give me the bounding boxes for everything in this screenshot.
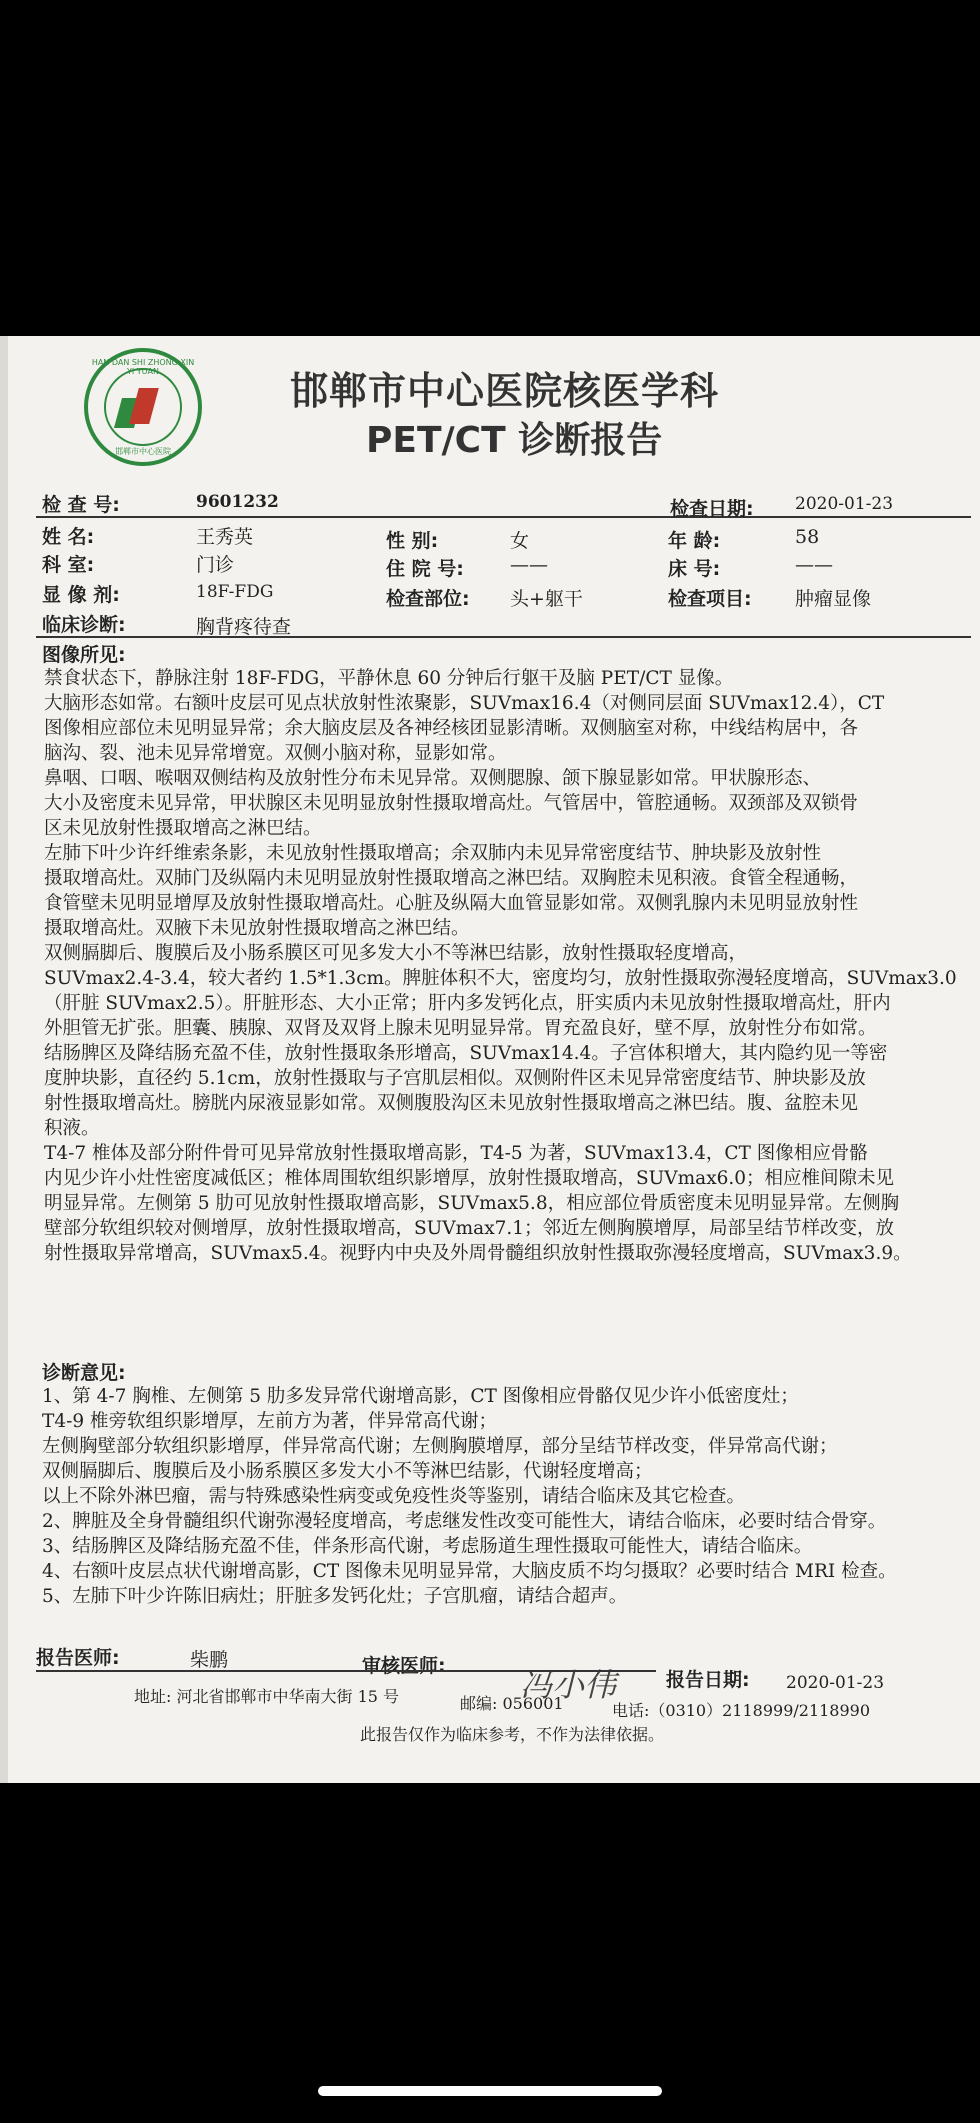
findings-line: 内见少许小灶性密度减低区；椎体周围软组织影增厚，放射性摄取增高，SUVmax6.0；相应椎间隙未见 <box>44 1168 895 1189</box>
address: 地址: 河北省邯郸市中华南大街 15 号 <box>134 1687 400 1706</box>
findings-line: 壁部分软组织较对侧增厚，放射性摄取增高，SUVmax7.1；邻近左侧胸膜增厚，局部呈结节样改变，放 <box>44 1218 895 1239</box>
opinion-line: T4-9 椎旁软组织影增厚，左前方为著，伴异常高代谢； <box>42 1411 498 1432</box>
findings-line: 外胆管无扩张。胆囊、胰腺、双肾及双肾上腺未见明显异常。胃充盈良好，壁不厚，放射性分布如常。 <box>44 1018 877 1039</box>
report-date-label: 报告日期: <box>666 1669 750 1691</box>
opinion-line: 左侧胸壁部分软组织影增厚，伴异常高代谢；左侧胸膜增厚，部分呈结节样改变，伴异常高代谢； <box>42 1436 838 1457</box>
postcode: 邮编: 056001 <box>460 1694 564 1713</box>
exam-site: 头+躯干 <box>510 588 583 610</box>
age: 58 <box>795 526 820 548</box>
opinion-line: 3、结肠脾区及降结肠充盈不佳，伴条形高代谢，考虑肠道生理性摄取可能性大，请结合临床。 <box>42 1536 813 1557</box>
findings-line: 摄取增高灶。双肺门及纵隔内未见明显放射性摄取增高之淋巴结。双胸腔未见积液。食管全程通畅， <box>44 868 859 889</box>
findings-line: 射性摄取异常增高，SUVmax5.4。视野内中央及外周骨髓组织放射性摄取弥漫轻度增高，SUVmax3.9。 <box>44 1243 912 1264</box>
logo-pinyin: HAN DAN SHI ZHONG XIN YI YUAN <box>91 358 195 376</box>
logo-text: 邯郸市中心医院 <box>115 447 171 456</box>
item-label: 检查项目: <box>668 588 752 610</box>
report-date: 2020-01-23 <box>786 1673 885 1693</box>
phone: 电话:（0310）2118999/2118990 <box>612 1701 871 1720</box>
findings-line: 左肺下叶少许纤维索条影，未见放射性摄取增高；余双肺内未见异常密度结节、肿块影及放射性 <box>44 843 822 864</box>
bed-label: 床 号: <box>668 558 721 580</box>
findings-line: 度肿块影，直径约 5.1cm，放射性摄取与子宫肌层相似。双侧附件区未见异常密度结节、肿块影及放 <box>44 1068 866 1089</box>
findings-body <box>44 666 957 1266</box>
findings-line: 积液。 <box>44 1118 100 1139</box>
exam-date-label: 检查日期: <box>670 498 754 520</box>
findings-line: 禁食状态下，静脉注射 18F-FDG，平静休息 60 分钟后行躯干及脑 PET/CT 显像。 <box>44 668 734 689</box>
findings-line: 图像相应部位未见明显异常；余大脑皮层及各神经核团显影清晰。双侧脑室对称，中线结构居中，各 <box>44 718 859 739</box>
findings-line: 摄取增高灶。双腋下未见放射性摄取增高之淋巴结。 <box>44 918 470 939</box>
gender-label: 性 别: <box>386 530 439 552</box>
logo-emblem <box>104 368 182 446</box>
findings-line: 明显异常。左侧第 5 肋可见放射性摄取增高影，SUVmax5.8，相应部位骨质密度未见明显异常。左侧胸 <box>44 1193 900 1214</box>
findings-line: 食管壁未见明显增厚及放射性摄取增高灶。心脏及纵隔大血管显影如常。双侧乳腺内未见明显放射性 <box>44 893 859 914</box>
age-label: 年 龄: <box>668 530 721 552</box>
report-title: 邯郸市中心医院核医学科 <box>290 369 720 413</box>
inpatient-label: 住 院 号: <box>386 558 464 580</box>
inpatient-no: —— <box>510 554 548 576</box>
disclaimer: 此报告仅作为临床参考，不作为法律依据。 <box>360 1725 665 1744</box>
doctor-label: 报告医师: <box>36 1647 120 1669</box>
reviewer-label: 审核医师: <box>362 1655 446 1677</box>
findings-line: 大脑形态如常。右额叶皮层可见点状放射性浓聚影，SUVmax16.4（对侧同层面 SUVmax12.4），CT <box>44 693 885 714</box>
paper-edge <box>0 336 8 1783</box>
home-indicator[interactable] <box>318 2086 662 2096</box>
opinion-line: 1、第 4-7 胸椎、左侧第 5 肋多发异常代谢增高影，CT 图像相应骨骼仅见少许小低密度灶； <box>42 1386 799 1407</box>
exam-item: 肿瘤显像 <box>795 588 872 610</box>
dept: 门诊 <box>196 554 235 576</box>
dept-label: 科 室: <box>42 554 95 576</box>
findings-line: T4-7 椎体及部分附件骨可见异常放射性摄取增高影，T4-5 为著，SUVmax13.4，CT 图像相应骨骼 <box>44 1143 868 1164</box>
opinion-line: 2、脾脏及全身骨髓组织代谢弥漫轻度增高，考虑继发性改变可能性大，请结合临床，必要时结合骨穿。 <box>42 1511 887 1532</box>
report-subtitle: PET/CT 诊断报告 <box>366 420 663 461</box>
report-doctor: 柴鹏 <box>190 1649 229 1671</box>
hospital-logo <box>84 348 202 466</box>
findings-heading: 图像所见: <box>42 644 126 666</box>
findings-line: 射性摄取增高灶。膀胱内尿液显影如常。双侧腹股沟区未见放射性摄取增高之淋巴结。腹、盆腔未见 <box>44 1093 859 1114</box>
logo-mark-red <box>129 388 159 424</box>
findings-line: 脑沟、裂、池未见异常增宽。双侧小脑对称，显影如常。 <box>44 743 507 764</box>
diag-label: 临床诊断: <box>42 614 126 636</box>
site-label: 检查部位: <box>386 588 470 610</box>
opinion-body <box>42 1384 897 1609</box>
agent: 18F-FDG <box>196 582 274 602</box>
exam-no: 9601232 <box>196 492 279 512</box>
header-top-rule <box>36 516 971 518</box>
bed-no: —— <box>795 554 833 576</box>
findings-line: （肝脏 SUVmax2.5）。肝脏形态、大小正常；肝内多发钙化点，肝实质内未见放射性摄取增高灶，肝内 <box>44 993 891 1014</box>
footer-rule <box>36 1670 656 1672</box>
patient-name: 王秀英 <box>196 526 254 548</box>
agent-label: 显 像 剂: <box>42 584 120 606</box>
exam-no-label: 检 查 号: <box>42 494 120 516</box>
findings-line: SUVmax2.4-3.4，较大者约 1.5*1.3cm。脾脏体积不大，密度均匀，放射性摄取弥漫轻度增高，SUVmax3.0 <box>44 968 957 989</box>
findings-line: 区未见放射性摄取增高之淋巴结。 <box>44 818 322 839</box>
name-label: 姓 名: <box>42 526 95 548</box>
opinion-line: 4、右额叶皮层点状代谢增高影，CT 图像未见明显异常，大脑皮质不均匀摄取？必要时结合 MRI 检查。 <box>42 1561 897 1582</box>
findings-line: 双侧膈脚后、腹膜后及小肠系膜区可见多发大小不等淋巴结影，放射性摄取轻度增高， <box>44 943 748 964</box>
opinion-line: 以上不除外淋巴瘤，需与特殊感染性病变或免疫性炎等鉴别，请结合临床及其它检查。 <box>42 1486 746 1507</box>
exam-date: 2020-01-23 <box>795 494 894 514</box>
opinion-heading: 诊断意见: <box>42 1362 126 1384</box>
gender: 女 <box>510 530 530 552</box>
reviewer-signature: 冯小伟 <box>520 1666 617 1704</box>
opinion-line: 5、左肺下叶少许陈旧病灶；肝脏多发钙化灶；子宫肌瘤，请结合超声。 <box>42 1586 628 1607</box>
header-bottom-rule <box>36 636 971 638</box>
findings-line: 鼻咽、口咽、喉咽双侧结构及放射性分布未见异常。双侧腮腺、颌下腺显影如常。甲状腺形态、 <box>44 768 822 789</box>
findings-line: 大小及密度未见异常，甲状腺区未见明显放射性摄取增高灶。气管居中，管腔通畅。双颈部及双锁骨 <box>44 793 859 814</box>
opinion-line: 双侧膈脚后、腹膜后及小肠系膜区多发大小不等淋巴结影，代谢轻度增高； <box>42 1461 653 1482</box>
findings-line: 结肠脾区及降结肠充盈不佳，放射性摄取条形增高，SUVmax14.4。子宫体积增大，其内隐约见一等密 <box>44 1043 888 1064</box>
clinical-diagnosis: 胸背疼待查 <box>196 616 292 638</box>
